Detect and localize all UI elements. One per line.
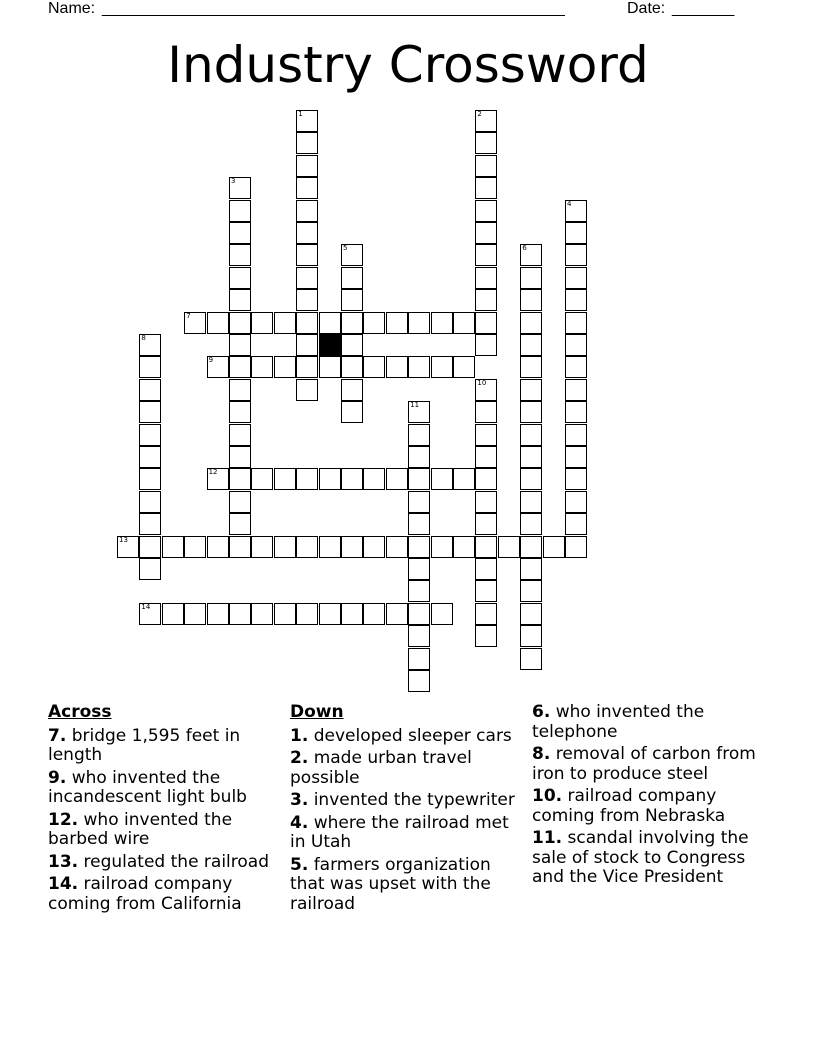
grid-cell[interactable] <box>251 603 273 625</box>
grid-cell[interactable] <box>184 312 206 334</box>
clue-item-number: 12. <box>48 809 79 830</box>
grid-cell[interactable] <box>207 536 229 558</box>
grid-cell[interactable] <box>565 491 587 513</box>
grid-cell[interactable] <box>363 536 385 558</box>
grid-cell[interactable] <box>386 603 408 625</box>
grid-cell[interactable] <box>453 468 475 490</box>
grid-cell[interactable] <box>274 603 296 625</box>
clue-number: 14 <box>141 602 151 611</box>
grid-cell[interactable] <box>408 648 430 670</box>
grid-cell[interactable] <box>229 468 251 490</box>
grid-cell[interactable] <box>408 670 430 692</box>
grid-cell[interactable] <box>408 491 430 513</box>
grid-cell[interactable] <box>543 536 565 558</box>
grid-cell[interactable] <box>296 267 318 289</box>
grid-cell[interactable] <box>408 558 430 580</box>
clue-item-number: 1. <box>290 725 309 746</box>
grid-cell[interactable] <box>229 267 251 289</box>
grid-cell[interactable] <box>520 648 542 670</box>
grid-cell[interactable] <box>475 536 497 558</box>
grid-cell[interactable] <box>229 446 251 468</box>
grid-cell[interactable] <box>408 603 430 625</box>
grid-cell[interactable] <box>475 401 497 423</box>
grid-cell[interactable] <box>341 267 363 289</box>
grid-cell[interactable] <box>251 468 273 490</box>
grid-cell[interactable] <box>207 312 229 334</box>
clue-item <box>48 769 273 808</box>
grid-cell[interactable] <box>207 356 229 378</box>
clue-item-text: who invented the barbed wire <box>48 809 233 849</box>
grid-cell[interactable] <box>520 312 542 334</box>
clue-item <box>48 727 273 766</box>
clue-number: 7 <box>186 311 191 320</box>
grid-cell[interactable] <box>229 379 251 401</box>
clue-item <box>532 829 772 888</box>
across-heading: Across <box>48 702 112 722</box>
clue-item <box>48 853 273 873</box>
grid-cell[interactable] <box>139 379 161 401</box>
name-line: ____________________________________________________ <box>102 0 565 17</box>
grid-cell[interactable] <box>296 334 318 356</box>
down-clues <box>290 703 515 917</box>
grid-cell[interactable] <box>475 446 497 468</box>
grid-cell[interactable] <box>520 267 542 289</box>
grid-cell[interactable] <box>341 312 363 334</box>
clue-item-text: developed sleeper cars <box>308 725 512 746</box>
grid-cell[interactable] <box>139 446 161 468</box>
clue-item <box>290 791 515 811</box>
grid-cell[interactable] <box>296 222 318 244</box>
grid-cell[interactable] <box>229 603 251 625</box>
grid-cell[interactable] <box>565 446 587 468</box>
grid-cell[interactable] <box>431 312 453 334</box>
name-label: Name: <box>48 0 96 17</box>
clue-number: 12 <box>208 468 218 477</box>
grid-cell[interactable] <box>431 603 453 625</box>
grid-cell[interactable] <box>341 401 363 423</box>
clue-item-text: regulated the railroad <box>78 851 270 872</box>
grid-cell[interactable] <box>386 536 408 558</box>
grid-cell[interactable] <box>386 468 408 490</box>
grid-cell[interactable] <box>520 334 542 356</box>
grid-cell[interactable] <box>229 356 251 378</box>
black-cell <box>319 334 341 356</box>
grid-cell[interactable] <box>251 356 273 378</box>
clue-item-number: 3. <box>290 790 309 810</box>
down-clues-continued <box>532 703 772 891</box>
clue-number: 11 <box>410 401 420 410</box>
grid-cell[interactable] <box>296 379 318 401</box>
clue-item-number: 13. <box>48 851 79 872</box>
grid-cell[interactable] <box>408 536 430 558</box>
grid-cell[interactable] <box>139 491 161 513</box>
grid-cell[interactable] <box>117 536 139 558</box>
clue-item <box>532 787 772 826</box>
clue-number: 6 <box>522 244 527 253</box>
grid-cell[interactable] <box>251 312 273 334</box>
grid-cell[interactable] <box>565 401 587 423</box>
grid-cell[interactable] <box>565 289 587 311</box>
grid-cell[interactable] <box>408 580 430 602</box>
grid-cell[interactable] <box>431 536 453 558</box>
clue-item-text: where the railroad met in Utah <box>290 812 509 852</box>
down-heading: Down <box>290 702 344 722</box>
grid-cell[interactable] <box>341 289 363 311</box>
clue-item-text: railroad company coming from California <box>48 874 242 914</box>
grid-cell[interactable] <box>139 356 161 378</box>
grid-cell[interactable] <box>475 468 497 490</box>
grid-cell[interactable] <box>386 312 408 334</box>
clue-number: 9 <box>208 356 214 365</box>
grid-cell[interactable] <box>475 334 497 356</box>
grid-cell[interactable] <box>207 468 229 490</box>
grid-cell[interactable] <box>408 468 430 490</box>
date-line: _______ <box>672 0 735 17</box>
grid-cell[interactable] <box>296 356 318 378</box>
grid-cell[interactable] <box>520 289 542 311</box>
grid-cell[interactable] <box>520 356 542 378</box>
clue-item-text: made urban travel possible <box>290 748 472 788</box>
grid-cell[interactable] <box>341 603 363 625</box>
grid-cell[interactable] <box>341 356 363 378</box>
grid-cell[interactable] <box>139 468 161 490</box>
grid-cell[interactable] <box>565 536 587 558</box>
grid-cell[interactable] <box>184 536 206 558</box>
grid-cell[interactable] <box>296 244 318 266</box>
grid-cell[interactable] <box>520 424 542 446</box>
clue-item <box>290 814 515 853</box>
grid-cell[interactable] <box>475 177 497 199</box>
grid-cell[interactable] <box>475 155 497 177</box>
date-label: Date: <box>627 0 666 17</box>
clue-item-text: who invented the incandescent light bulb <box>48 767 247 807</box>
grid-cell[interactable] <box>520 468 542 490</box>
grid-cell[interactable] <box>139 424 161 446</box>
grid-cell[interactable] <box>229 222 251 244</box>
clue-item-text: farmers organization that was upset with the railroad <box>290 854 491 914</box>
grid-cell[interactable] <box>565 200 587 222</box>
grid-cell[interactable] <box>498 536 520 558</box>
grid-cell[interactable] <box>475 244 497 266</box>
grid-cell[interactable] <box>296 603 318 625</box>
grid-cell[interactable] <box>565 356 587 378</box>
grid-cell[interactable] <box>565 379 587 401</box>
clue-number: 2 <box>477 110 482 118</box>
clue-number: 13 <box>119 535 128 544</box>
grid-cell[interactable] <box>319 603 341 625</box>
grid-cell[interactable] <box>520 558 542 580</box>
grid-cell[interactable] <box>408 424 430 446</box>
grid-cell[interactable] <box>408 513 430 535</box>
grid-cell[interactable] <box>520 244 542 266</box>
grid-cell[interactable] <box>296 312 318 334</box>
clue-item-text: scandal involving the sale of stock to Congress and the Vice President <box>532 828 749 887</box>
clue-number: 4 <box>567 199 572 208</box>
clue-number: 5 <box>343 244 348 253</box>
grid-cell[interactable] <box>431 468 453 490</box>
grid-cell[interactable] <box>274 312 296 334</box>
clue-item-text: invented the typewriter <box>308 790 515 810</box>
grid-cell[interactable] <box>475 603 497 625</box>
grid-cell[interactable] <box>319 536 341 558</box>
grid-cell[interactable] <box>475 289 497 311</box>
grid-cell[interactable] <box>408 625 430 647</box>
across-clues <box>48 703 273 917</box>
grid-cell[interactable] <box>565 312 587 334</box>
grid-cell[interactable] <box>453 536 475 558</box>
grid-cell[interactable] <box>229 424 251 446</box>
clue-item <box>48 811 273 850</box>
grid-cell[interactable] <box>475 513 497 535</box>
clue-item-number: 14. <box>48 874 79 894</box>
grid-cell[interactable] <box>520 580 542 602</box>
clue-item <box>532 745 772 784</box>
grid-cell[interactable] <box>408 401 430 423</box>
grid-cell[interactable] <box>296 155 318 177</box>
clue-item-text: who invented the telephone <box>532 702 705 742</box>
clue-item-number: 10. <box>532 786 563 806</box>
grid-cell[interactable] <box>565 513 587 535</box>
grid-cell[interactable] <box>363 312 385 334</box>
grid-cell[interactable] <box>229 289 251 311</box>
clue-item-text: removal of carbon from iron to produce steel <box>532 744 756 784</box>
grid-cell[interactable] <box>296 536 318 558</box>
grid-cell[interactable] <box>475 379 497 401</box>
grid-cell[interactable] <box>520 603 542 625</box>
clue-item-number: 9. <box>48 767 67 788</box>
grid-cell[interactable] <box>565 334 587 356</box>
grid-cell[interactable] <box>341 334 363 356</box>
grid-cell[interactable] <box>274 536 296 558</box>
grid-cell[interactable] <box>207 603 229 625</box>
grid-cell[interactable] <box>274 468 296 490</box>
grid-cell[interactable] <box>408 312 430 334</box>
grid-cell[interactable] <box>139 536 161 558</box>
grid-cell[interactable] <box>453 356 475 378</box>
clue-item <box>532 703 772 742</box>
clue-item-text: bridge 1,595 feet in length <box>48 725 241 765</box>
grid-cell[interactable] <box>475 424 497 446</box>
clue-number: 10 <box>477 378 487 387</box>
grid-cell[interactable] <box>565 468 587 490</box>
grid-cell[interactable] <box>431 356 453 378</box>
grid-cell[interactable] <box>229 177 251 199</box>
clue-item <box>48 875 273 914</box>
grid-cell[interactable] <box>296 132 318 154</box>
grid-cell[interactable] <box>139 513 161 535</box>
grid-cell[interactable] <box>162 603 184 625</box>
clue-item <box>290 856 515 915</box>
grid-cell[interactable] <box>520 536 542 558</box>
clue-item-number: 6. <box>532 702 551 722</box>
clue-number: 3 <box>231 177 236 186</box>
grid-cell[interactable] <box>274 356 296 378</box>
grid-cell[interactable] <box>162 536 184 558</box>
grid-cell[interactable] <box>296 468 318 490</box>
grid-cell[interactable] <box>475 312 497 334</box>
grid-cell[interactable] <box>139 334 161 356</box>
clue-item-number: 7. <box>48 725 67 746</box>
grid-cell[interactable] <box>319 468 341 490</box>
clue-number: 8 <box>141 334 146 342</box>
grid-cell[interactable] <box>453 312 475 334</box>
grid-cell[interactable] <box>565 244 587 266</box>
grid-cell[interactable] <box>520 379 542 401</box>
grid-cell[interactable] <box>229 244 251 266</box>
clue-item-number: 8. <box>532 744 551 764</box>
grid-cell[interactable] <box>139 558 161 580</box>
grid-cell[interactable] <box>296 177 318 199</box>
grid-cell[interactable] <box>363 356 385 378</box>
grid-cell[interactable] <box>229 334 251 356</box>
grid-cell[interactable] <box>520 625 542 647</box>
clue-item-text: railroad company coming from Nebraska <box>532 786 726 826</box>
grid-cell[interactable] <box>475 625 497 647</box>
grid-cell[interactable] <box>475 491 497 513</box>
grid-cell[interactable] <box>520 446 542 468</box>
clue-item-number: 2. <box>290 748 309 768</box>
grid-cell[interactable] <box>229 312 251 334</box>
grid-cell[interactable] <box>408 356 430 378</box>
grid-cell[interactable] <box>475 267 497 289</box>
grid-cell[interactable] <box>296 289 318 311</box>
grid-cell[interactable] <box>319 312 341 334</box>
grid-cell[interactable] <box>565 267 587 289</box>
grid-cell[interactable] <box>363 603 385 625</box>
grid-cell[interactable] <box>229 401 251 423</box>
grid-cell[interactable] <box>341 244 363 266</box>
page-title: Industry Crossword <box>167 36 649 94</box>
grid-cell[interactable] <box>475 558 497 580</box>
grid-cell[interactable] <box>363 468 385 490</box>
clue-item <box>290 749 515 788</box>
grid-cell[interactable] <box>475 580 497 602</box>
clue-number: 1 <box>298 110 303 118</box>
grid-cell[interactable] <box>475 132 497 154</box>
grid-cell[interactable] <box>229 536 251 558</box>
grid-cell[interactable] <box>251 536 273 558</box>
grid-cell[interactable] <box>408 446 430 468</box>
clue-item-number: 5. <box>290 854 309 875</box>
grid-cell[interactable] <box>341 468 363 490</box>
grid-cell[interactable] <box>229 200 251 222</box>
grid-cell[interactable] <box>475 222 497 244</box>
clue-item-number: 11. <box>532 828 563 848</box>
clue-item <box>290 727 515 747</box>
clue-item-number: 4. <box>290 812 309 833</box>
grid-cell[interactable] <box>475 110 497 132</box>
grid-cell[interactable] <box>139 401 161 423</box>
grid-cell[interactable] <box>139 603 161 625</box>
grid-cell[interactable] <box>296 200 318 222</box>
grid-cell[interactable] <box>565 424 587 446</box>
grid-cell[interactable] <box>565 222 587 244</box>
grid-cell[interactable] <box>520 401 542 423</box>
grid-cell[interactable] <box>520 513 542 535</box>
grid-cell[interactable] <box>229 513 251 535</box>
grid-cell[interactable] <box>229 491 251 513</box>
grid-cell[interactable] <box>341 379 363 401</box>
grid-cell[interactable] <box>520 491 542 513</box>
grid-cell[interactable] <box>341 536 363 558</box>
grid-cell[interactable] <box>319 356 341 378</box>
grid-cell[interactable] <box>296 110 318 132</box>
grid-cell[interactable] <box>386 356 408 378</box>
grid-cell[interactable] <box>184 603 206 625</box>
grid-cell[interactable] <box>475 200 497 222</box>
